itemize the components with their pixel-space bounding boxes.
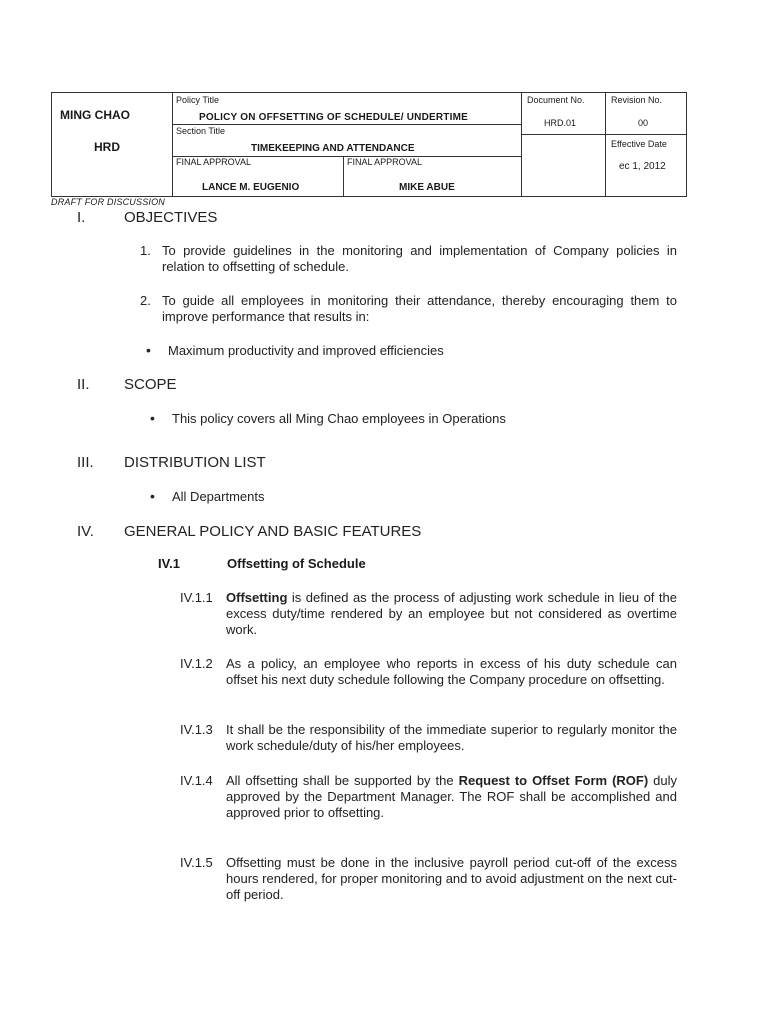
item-number: 1. [140,243,151,258]
item-text: To provide guidelines in the monitoring and implementation of Company policies in relation to offsetting of schedule. [162,243,677,274]
policy-clause [180,722,677,756]
final-approval-name: MIKE ABUE [399,182,455,193]
divider [172,93,173,196]
clause-text: It shall be the responsibility of the immediate superior to regularly monitor the work schedule/duty of his/her employees. [226,722,677,753]
section-title: DISTRIBUTION LIST [124,454,266,471]
department-name: HRD [94,140,120,154]
clause-text: As a policy, an employee who reports in excess of his duty schedule can offset his next duty schedule following the Company procedure on offsetting. [226,656,677,687]
divider [521,134,687,135]
section-number: II. [77,376,90,393]
clause-body: is defined as the process of adjusting work schedule in lieu of the excess duty/time rendered by an employee but not considered as overtime work. [226,590,677,637]
divider [172,124,521,125]
subsection-title: Offsetting of Schedule [227,556,366,571]
policy-clause [180,590,677,640]
final-approval-name: LANCE M. EUGENIO [202,182,300,193]
document-header-table [51,92,687,197]
company-name: MING CHAO [60,108,130,122]
subsection-number: IV.1 [158,556,180,571]
divider [343,156,344,196]
form-name: Request to Offset Form (ROF) [458,773,649,788]
final-approval-label: FINAL APPROVAL [347,157,423,167]
policy-clause [180,855,677,905]
clause-number: IV.1.3 [180,722,213,737]
divider [605,93,606,196]
bullet-text: This policy covers all Ming Chao employees in Operations [172,411,506,426]
clause-bold-term: Offsetting [226,590,288,605]
effective-date-label: Effective Date [611,139,667,149]
clause-number: IV.1.4 [180,773,213,788]
clause-number: IV.1.2 [180,656,213,671]
draft-note: DRAFT FOR DISCUSSION [51,197,166,207]
bullet-icon: • [150,410,155,426]
objective-item [140,293,677,327]
item-text: To guide all employees in monitoring their attendance, thereby encouraging them to improve performance that results in: [162,293,677,324]
revision-no: 00 [638,118,649,128]
document-no: HRD.01 [544,118,577,128]
bullet-text: Maximum productivity and improved efficiencies [168,343,444,358]
policy-clause [180,656,677,706]
document-no-label: Document No. [527,95,585,105]
policy-title-label: Policy Title [176,95,220,105]
clause-number: IV.1.1 [180,590,213,605]
section-title: GENERAL POLICY AND BASIC FEATURES [124,523,422,540]
clause-text [226,773,677,821]
final-approval-label: FINAL APPROVAL [176,157,252,167]
clause-text [226,590,677,638]
objective-item [140,243,677,277]
clause-number: IV.1.5 [180,855,213,870]
clause-text: Offsetting must be done in the inclusive payroll period cut-off of the excess hours rendered, for proper monitoring and to avoid adjustment on the next cut-off period. [226,855,677,902]
bullet-icon: • [146,342,151,358]
policy-clause [180,773,677,823]
effective-date: ec 1, 2012 [619,161,666,172]
section-title-label: Section Title [176,126,226,136]
section-number: III. [77,454,94,471]
clause-body: duly approved by the Department Manager. The ROF shall be accomplished and approved prior to offsetting. [226,773,677,820]
item-number: 2. [140,293,151,308]
bullet-icon: • [150,488,155,504]
revision-no-label: Revision No. [611,95,663,105]
section-number: IV. [77,523,94,540]
section-title: OBJECTIVES [124,209,218,226]
section-number: I. [77,209,86,226]
clause-body: All offsetting shall be supported by the [226,773,459,788]
section-title: SCOPE [124,376,177,393]
section-title: TIMEKEEPING AND ATTENDANCE [251,143,415,154]
bullet-text: All Departments [172,489,265,504]
divider [521,93,522,196]
policy-title: POLICY ON OFFSETTING OF SCHEDULE/ UNDERTIME [199,112,468,123]
